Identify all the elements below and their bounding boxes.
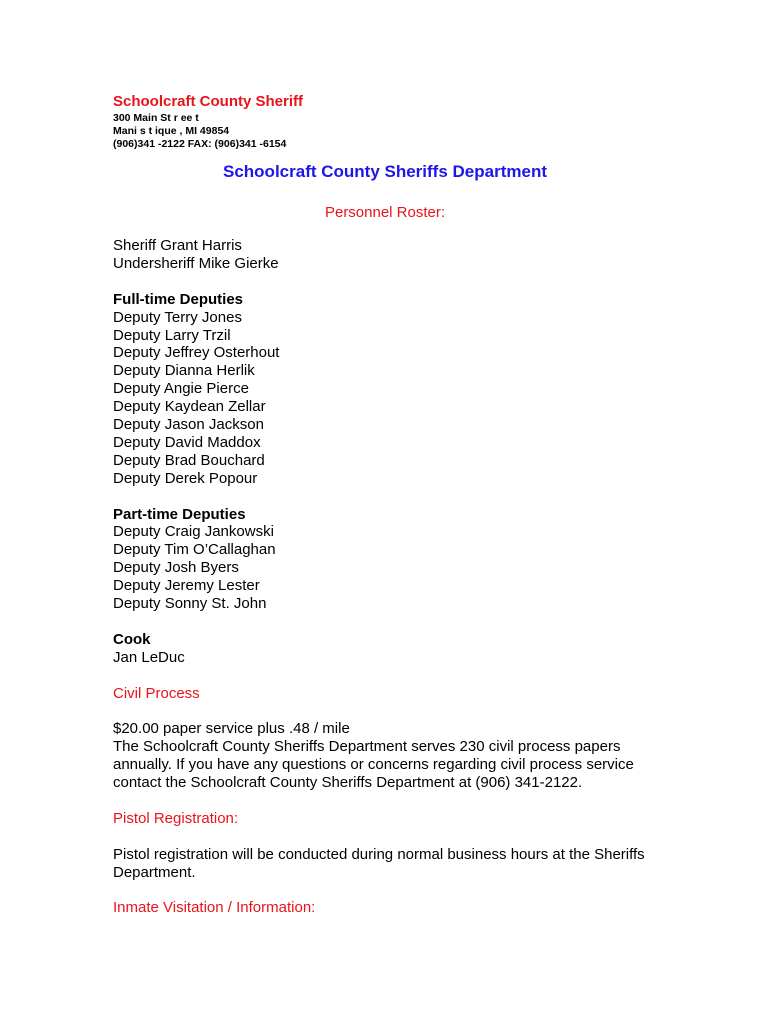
pistol-registration-text-line: Department.: [113, 863, 196, 881]
letterhead-name: Schoolcraft County Sheriff: [113, 93, 304, 110]
fulltime-deputy: Deputy Jason Jackson: [113, 416, 264, 434]
parttime-deputy: Deputy Sonny St. John: [113, 595, 267, 613]
command-sheriff: Sheriff Grant Harris: [113, 237, 242, 254]
letterhead-phone-fax: (906)341 -2122 FAX: (906)341 -6154: [113, 138, 287, 150]
pistol-registration-heading: Pistol Registration:: [113, 809, 239, 827]
parttime-deputy: Deputy Josh Byers: [113, 559, 239, 577]
fulltime-deputy: Deputy Derek Popour: [113, 469, 258, 487]
command-undersheriff: Undersheriff Mike Gierke: [113, 254, 279, 272]
fulltime-deputy: Deputy Terry Jones: [113, 308, 242, 326]
letterhead: [113, 92, 713, 151]
department-title: [0, 161, 770, 183]
cook-name: Jan LeDuc: [113, 648, 185, 666]
fulltime-deputy: Deputy Larry Trzil: [113, 326, 231, 344]
fulltime-heading: Full-time Deputies: [113, 290, 244, 308]
civil-process-fee: $20.00 paper service plus .48 / mile: [113, 720, 350, 738]
fulltime-deputy: Deputy Jeffrey Osterhout: [113, 344, 280, 362]
letterhead-city: Mani s t ique , MI 49854: [113, 125, 230, 137]
inmate-visitation-heading: Inmate Visitation / Information:: [113, 899, 316, 917]
parttime-heading: Part-time Deputies: [113, 505, 246, 523]
fulltime-deputy: Deputy Brad Bouchard: [113, 451, 265, 469]
pistol-registration-text-line: Pistol registration will be conducted during normal business hours at the Sheriffs: [113, 845, 645, 863]
fulltime-deputy: Deputy David Maddox: [113, 433, 261, 451]
cook-heading: Cook: [113, 630, 151, 648]
fulltime-deputy: Deputy Dianna Herlik: [113, 362, 255, 380]
parttime-deputy: Deputy Craig Jankowski: [113, 523, 274, 541]
civil-process-text-line: The Schoolcraft County Sheriffs Department serves 230 civil process papers: [113, 738, 621, 756]
fulltime-deputy: Deputy Angie Pierce: [113, 380, 249, 398]
parttime-deputy: Deputy Jeremy Lester: [113, 577, 260, 595]
letterhead-street: 300 Main St r ee t: [113, 112, 199, 124]
civil-process-text-line: annually. If you have any questions or concerns regarding civil process service: [113, 756, 634, 774]
civil-process-heading: Civil Process: [113, 684, 200, 702]
parttime-deputy: Deputy Tim O’Callaghan: [113, 541, 276, 559]
fulltime-deputy: Deputy Kaydean Zellar: [113, 398, 266, 416]
civil-process-text-line: contact the Schoolcraft County Sheriffs Department at (906) 341-2122.: [113, 774, 583, 792]
department-title-text: Schoolcraft County Sheriffs Department: [223, 162, 547, 181]
roster-heading: Personnel Roster:: [324, 204, 446, 221]
roster-body: [113, 237, 673, 917]
